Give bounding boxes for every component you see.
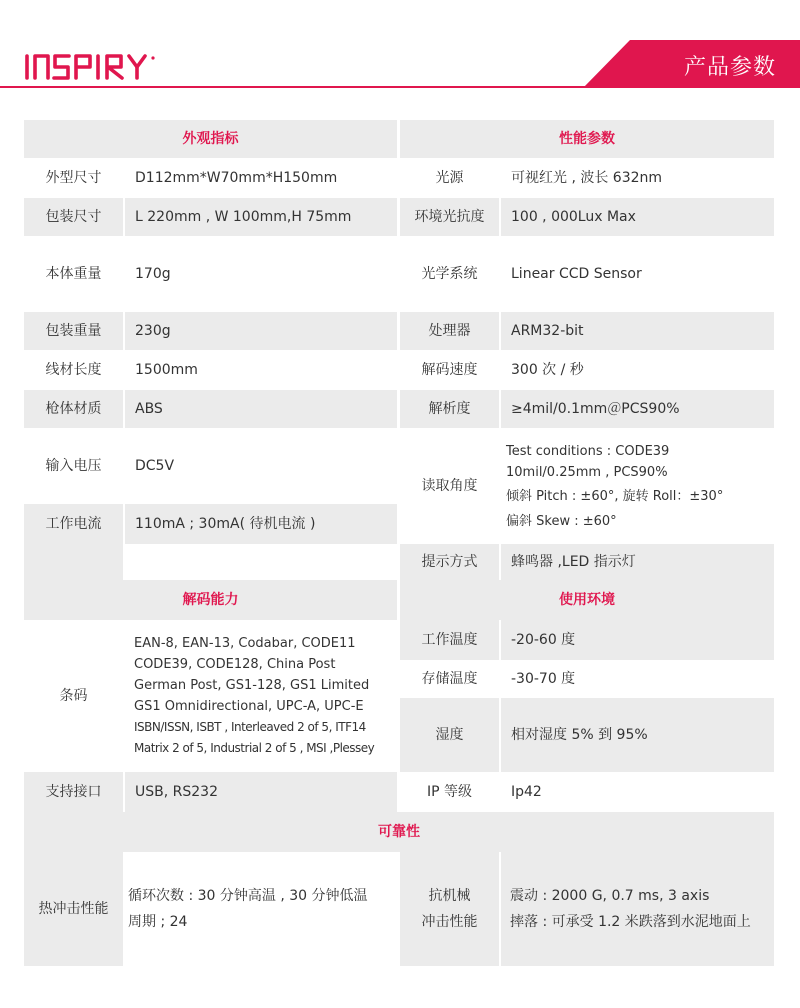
appearance-label: 工作电流 [24, 504, 123, 544]
performance-value: 300 次 / 秒 [501, 350, 774, 390]
performance-label: 环境光抗度 [400, 198, 499, 236]
appearance-label: 线材长度 [24, 350, 123, 390]
appearance-label: 外型尺寸 [24, 158, 123, 198]
performance-heading: 性能参数 [400, 120, 774, 158]
appearance-value: L 220mm , W 100mm,H 75mm [125, 198, 397, 236]
read-angle-line: 偏斜 Skew : ±60° [506, 513, 617, 529]
mech-shock-line: 摔落 : 可承受 1.2 米跌落到水泥地面上 [510, 914, 751, 930]
performance-label: 提示方式 [400, 544, 499, 580]
mech-shock-value [501, 852, 774, 966]
interface-value: USB, RS232 [125, 772, 397, 812]
performance-value: Linear CCD Sensor [501, 236, 774, 312]
performance-label: 解析度 [400, 390, 499, 428]
barcode-label: 条码 [24, 620, 123, 772]
performance-label: 光学系统 [400, 236, 499, 312]
barcode-line: ISBN/ISSN, ISBT , Interleaved 2 of 5, ITF14 [134, 720, 366, 734]
header-banner [583, 40, 800, 88]
barcode-line: EAN-8, EAN-13, Codabar, CODE11 [134, 636, 356, 651]
performance-value: 蜂鸣器 ,LED 指示灯 [501, 544, 774, 580]
barcode-list [125, 620, 397, 772]
environment-label: 存储温度 [400, 660, 499, 698]
read-angle-value [501, 428, 774, 544]
mech-shock-label-line: 冲击性能 [421, 914, 478, 930]
decoding-heading: 解码能力 [24, 580, 397, 620]
appearance-label: 输入电压 [24, 428, 123, 504]
performance-value: ARM32-bit [501, 312, 774, 350]
barcode-line: GS1 Omnidirectional, UPC-A, UPC-E [134, 699, 364, 714]
barcode-line: German Post, GS1-128, GS1 Limited [134, 678, 370, 693]
interface-label: 支持接口 [24, 772, 123, 812]
header-rule [0, 86, 800, 88]
performance-label: 处理器 [400, 312, 499, 350]
appearance-label: 包装尺寸 [24, 198, 123, 236]
environment-label: 工作温度 [400, 620, 499, 660]
environment-heading: 使用环境 [400, 580, 774, 620]
environment-value: -30-70 度 [501, 660, 774, 698]
mech-shock-line: 震动 : 2000 G, 0.7 ms, 3 axis [510, 888, 710, 904]
read-angle-line: Test conditions : CODE39 [506, 443, 670, 459]
mech-shock-label-line: 抗机械 [428, 888, 471, 904]
thermal-shock-line: 周期 ; 24 [128, 914, 188, 930]
appearance-value: 170g [125, 236, 397, 312]
environment-label: IP 等级 [400, 772, 499, 812]
thermal-shock-label: 热冲击性能 [24, 852, 123, 966]
performance-value: ≥4mil/0.1mm＠PCS90% [501, 390, 774, 428]
performance-value: 100 , 000Lux Max [501, 198, 774, 236]
performance-value: 可视红光 , 波长 632nm [501, 158, 774, 198]
barcode-line: CODE39, CODE128, China Post [134, 657, 336, 672]
brand-logo [24, 46, 164, 86]
appearance-value: 230g [125, 312, 397, 350]
environment-value: 相对湿度 5% 到 95% [501, 698, 774, 772]
appearance-label: 枪体材质 [24, 390, 123, 428]
empty-cell [125, 544, 397, 580]
reliability-heading: 可靠性 [24, 812, 774, 852]
thermal-shock-line: 循环次数 : 30 分钟高温 , 30 分钟低温 [128, 888, 368, 904]
appearance-value: 1500mm [125, 350, 397, 390]
appearance-value: D112mm*W70mm*H150mm [125, 158, 397, 198]
appearance-value: DC5V [125, 428, 397, 504]
appearance-label: 包装重量 [24, 312, 123, 350]
barcode-line: Matrix 2 of 5, Industrial 2 of 5 , MSI ,Plessey [134, 741, 375, 755]
performance-label: 解码速度 [400, 350, 499, 390]
environment-value: -20-60 度 [501, 620, 774, 660]
mech-shock-label [400, 852, 499, 966]
appearance-heading: 外观指标 [24, 120, 397, 158]
page-title: 产品参数 [683, 55, 776, 80]
appearance-label: 本体重量 [24, 236, 123, 312]
appearance-value: 110mA ; 30mA( 待机电流 ) [125, 504, 397, 544]
environment-label: 湿度 [400, 698, 499, 772]
read-angle-line: 10mil/0.25mm , PCS90% [506, 464, 668, 480]
performance-label: 读取角度 [400, 428, 499, 544]
performance-label: 光源 [400, 158, 499, 198]
environment-value: Ip42 [501, 772, 774, 812]
read-angle-line: 倾斜 Pitch : ±60°, 旋转 Roll：±30° [506, 488, 724, 504]
appearance-value: ABS [125, 390, 397, 428]
thermal-shock-value [125, 852, 397, 966]
empty-cell [24, 544, 123, 580]
